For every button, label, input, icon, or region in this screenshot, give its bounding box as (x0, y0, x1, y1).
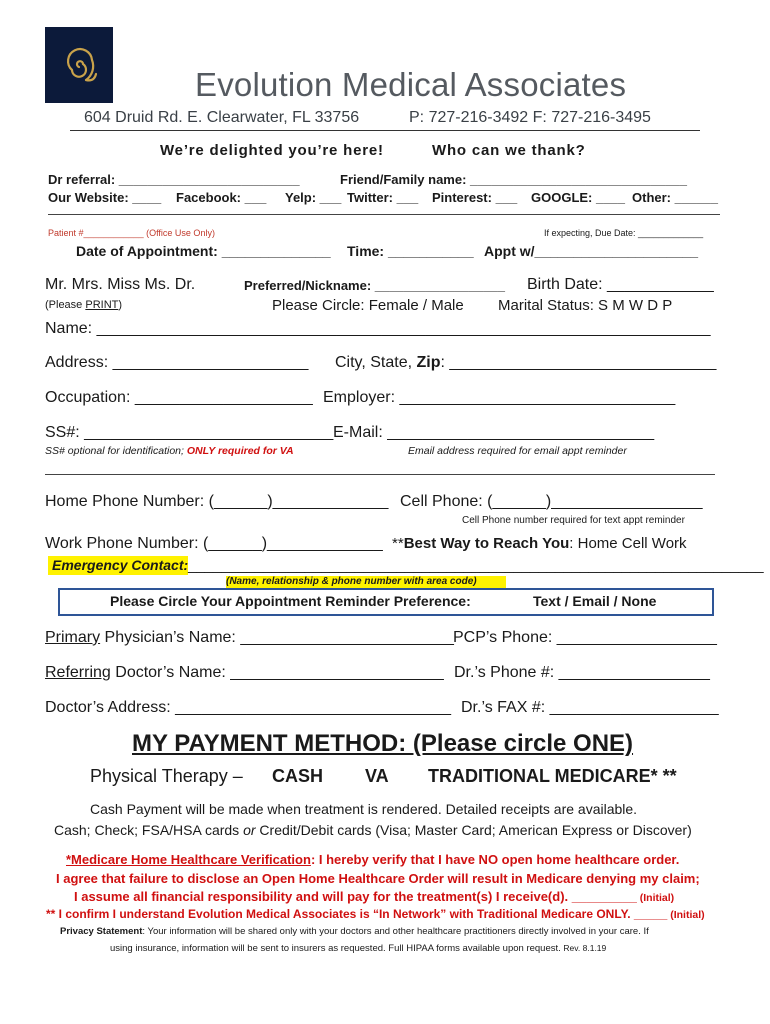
payment-medicare-option[interactable]: TRADITIONAL MEDICARE* ** (428, 766, 677, 786)
yelp-field[interactable]: Yelp: ___ (285, 190, 342, 205)
payment-va-option[interactable]: VA (365, 766, 389, 786)
zip-label: Zip (416, 354, 441, 371)
best-way-prefix: ** (392, 535, 404, 552)
ss-note (45, 445, 294, 457)
emergency-contact-label: Emergency Contact: (52, 557, 189, 573)
doctor-address-field[interactable]: Doctor’s Address: _______________________________ (45, 699, 451, 716)
privacy-text-1: : Your information will be shared only with your doctors and other healthcare practitioners directly involved in your care. If (142, 926, 649, 937)
print-note: (Please PRINT) (45, 299, 123, 311)
in-network-confirmation (46, 907, 705, 921)
financial-responsibility-text[interactable]: I assume all financial responsibility and will pay for the treatment(s) I receive(d). _________ (74, 889, 637, 904)
best-way-options: : Home Cell Work (569, 535, 687, 552)
referring-doctor-field[interactable] (45, 664, 444, 682)
ss-note-text: SS# optional for identification; (45, 445, 187, 457)
title-options[interactable]: Mr. Mrs. Miss Ms. Dr. (45, 276, 196, 293)
email-field[interactable]: E-Mail: ______________________________ (333, 424, 655, 441)
city-state-zip-field[interactable] (335, 354, 716, 372)
pcp-phone-field[interactable]: PCP’s Phone: __________________ (453, 629, 717, 646)
payment-method-title: MY PAYMENT METHOD: (Please circle ONE) (132, 730, 634, 757)
primary-line: Physician’s Name: ________________________ (100, 629, 454, 646)
nickname-field[interactable]: Preferred/Nickname: __________________ (244, 278, 505, 293)
practice-address: 604 Druid Rd. E. Clearwater, FL 33756 (84, 109, 360, 126)
reminder-options[interactable]: Text / Email / None (533, 593, 657, 609)
privacy-text-2: using insurance, information will be sent to insurers as requested. Full HIPAA forms available upon request. (110, 943, 561, 954)
work-phone-field[interactable]: Work Phone Number: (______)_____________ (45, 535, 383, 552)
other-field[interactable]: Other: ______ (632, 190, 718, 205)
privacy-label: Privacy Statement (60, 926, 143, 937)
accepted-payments-note (54, 822, 692, 838)
birth-date-field[interactable]: Birth Date: ____________ (527, 276, 714, 293)
privacy-statement (60, 926, 649, 937)
name-field[interactable]: Name: _____________________________________________________________________ (45, 320, 711, 337)
privacy-statement-2 (110, 943, 606, 954)
zip-line: : ______________________________ (440, 354, 717, 371)
occupation-field[interactable]: Occupation: ____________________ (45, 389, 313, 406)
email-note: Email address required for email appt reminder (408, 445, 627, 457)
cell-phone-field[interactable]: Cell Phone: (______)_________________ (400, 493, 703, 510)
referring-label: Referring (45, 664, 111, 681)
appt-with-field[interactable]: Appt w/_____________________ (484, 243, 699, 259)
twitter-field[interactable]: Twitter: ___ (347, 190, 419, 205)
cash-payment-note: Cash Payment will be made when treatment is rendered. Detailed receipts are available. (90, 801, 638, 817)
print-emphasis: PRINT (85, 299, 119, 311)
patient-number-field[interactable]: Patient #____________ (Office Use Only) (48, 228, 215, 238)
date-of-appointment-field[interactable]: Date of Appointment: ______________ (76, 243, 331, 259)
physical-therapy-label: Physical Therapy – (90, 766, 243, 786)
section-divider (48, 214, 720, 215)
shell-logo-icon (52, 38, 106, 92)
payment-cash-option[interactable]: CASH (272, 766, 324, 786)
emergency-contact-field[interactable]: _____________________________________________________________________ (188, 557, 764, 574)
dr-referral-field[interactable]: Dr referral: _________________________ (48, 172, 300, 187)
time-field[interactable]: Time: ___________ (347, 243, 474, 259)
ss-field[interactable]: SS#: ____________________________ (45, 424, 334, 441)
initial-label-1: (Initial) (636, 892, 675, 904)
friend-family-field[interactable]: Friend/Family name: ______________________________ (340, 172, 687, 187)
accepted-payments-a: Cash; Check; FSA/HSA cards (54, 822, 244, 838)
revision-label: Rev. 8.1.19 (563, 943, 607, 953)
accepted-payments-b: Credit/Debit cards (Visa; Master Card; American Express or Discover) (255, 822, 692, 838)
employer-field[interactable]: Employer: _______________________________ (323, 389, 676, 406)
dr-phone-field[interactable]: Dr.’s Phone #: _________________ (454, 664, 710, 681)
marital-status-options[interactable]: Marital Status: S M W D P (498, 297, 673, 314)
accepted-payments-or: or (243, 822, 256, 838)
reminder-label: Please Circle Your Appointment Reminder Preference: (110, 593, 471, 609)
medicare-verification (66, 852, 679, 867)
primary-physician-field[interactable] (45, 629, 454, 647)
due-date-field[interactable]: If expecting, Due Date: _____________ (544, 228, 704, 238)
greeting-text: We’re delighted you’re here! (160, 142, 384, 159)
pinterest-field[interactable]: Pinterest: ___ (432, 190, 518, 205)
medicare-verification-text: : I hereby verify that I have NO open home healthcare order. (310, 852, 680, 867)
initial-label-2: (Initial) (667, 909, 705, 921)
facebook-field[interactable]: Facebook: ___ (176, 190, 267, 205)
website-field[interactable]: Our Website: ____ (48, 190, 162, 205)
cell-phone-note: Cell Phone number required for text appt reminder (462, 515, 685, 526)
medicare-verification-label: *Medicare Home Healthcare Verification (66, 852, 311, 867)
city-state-label: City, State, (335, 354, 417, 371)
ss-note-va: ONLY required for VA (186, 445, 294, 457)
primary-label: Primary (45, 629, 101, 646)
dr-fax-field[interactable]: Dr.’s FAX #: ___________________ (461, 699, 719, 716)
referring-line: Doctor’s Name: ________________________ (110, 664, 444, 681)
practice-phones: P: 727-216-3492 F: 727-216-3495 (409, 109, 651, 126)
gender-options[interactable]: Please Circle: Female / Male (272, 297, 464, 314)
section-divider-2 (45, 474, 715, 475)
address-field[interactable]: Address: ______________________ (45, 354, 309, 371)
medicare-disclosure: I agree that failure to disclose an Open Home Healthcare Order will result in Medicare denying my claim; (56, 871, 700, 886)
page-title: Evolution Medical Associates (195, 66, 627, 103)
header-divider (70, 130, 700, 131)
home-phone-field[interactable]: Home Phone Number: (______)_____________ (45, 493, 389, 510)
in-network-text[interactable]: ** I confirm I understand Evolution Medical Associates is “In Network” with Traditional Medicare ONLY. _____ (46, 907, 668, 921)
financial-responsibility (74, 889, 674, 904)
logo (45, 27, 113, 103)
best-way-label: Best Way to Reach You (403, 535, 570, 552)
google-field[interactable]: GOOGLE: ____ (531, 190, 625, 205)
emergency-note: (Name, relationship & phone number with area code) (226, 576, 477, 587)
referral-question: Who can we thank? (432, 142, 586, 159)
best-way-to-reach[interactable] (392, 535, 687, 552)
